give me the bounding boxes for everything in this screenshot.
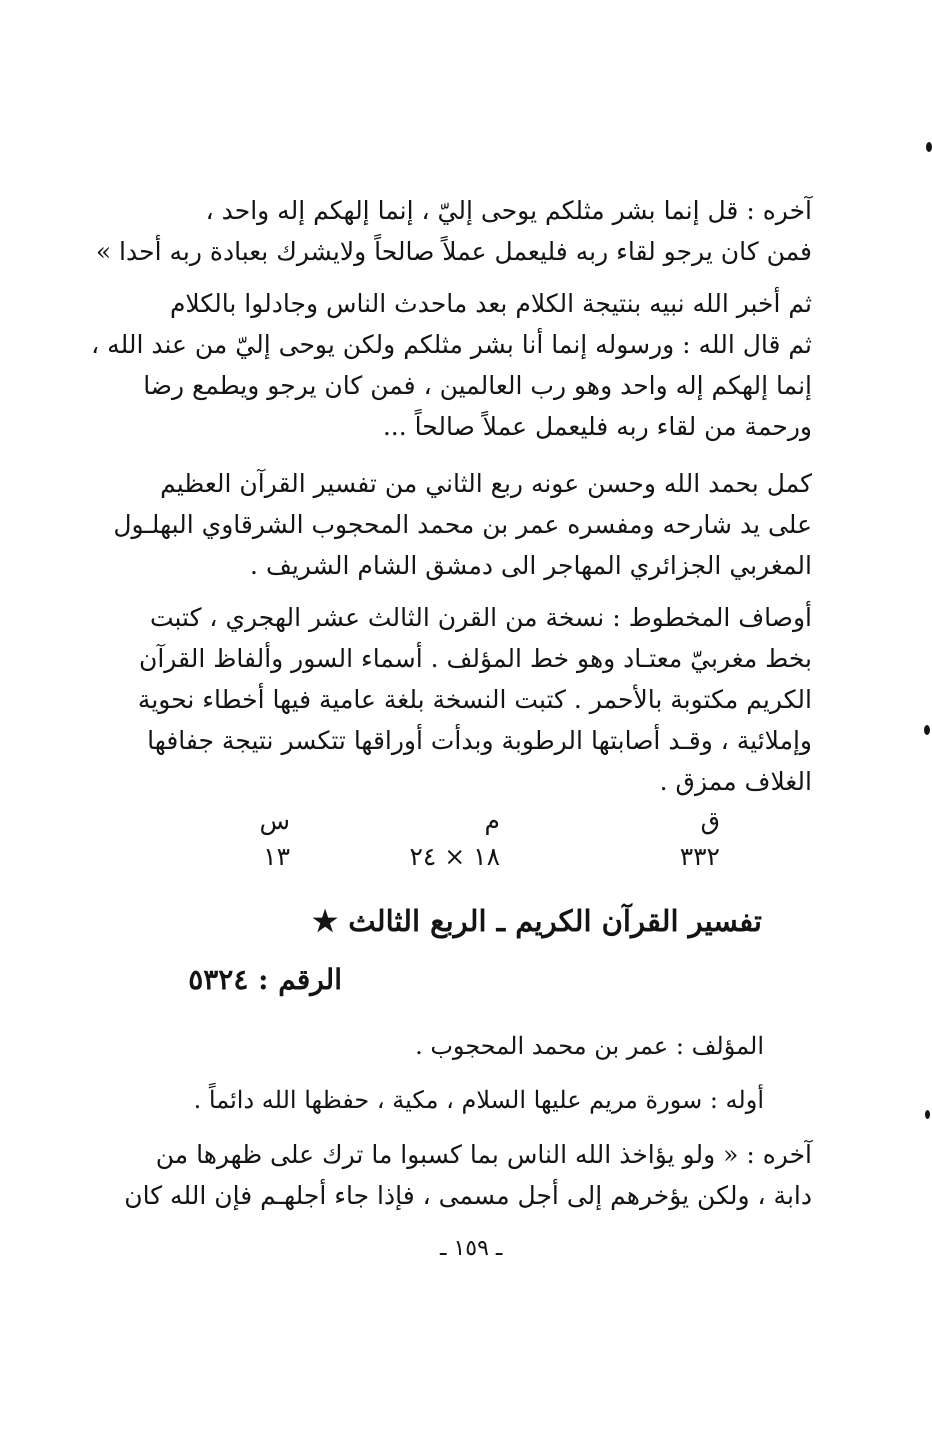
- text-line: ثم أخبر الله نبيه بنتيجة الكلام بعد ماحدث الناس وجادلوا بالكلام: [169, 289, 812, 318]
- margin-mark: [926, 142, 932, 152]
- dimensions-header-leaves: ق: [700, 806, 720, 835]
- dimensions-header-lines: س: [259, 806, 290, 835]
- text-line: بخط مغربيّ معتـاد وهو خط المؤلف . أسماء السور وألفاظ القرآن: [138, 644, 812, 673]
- paragraph-colophon: [113, 463, 812, 586]
- entry-explicit: [124, 1134, 812, 1216]
- paragraph-explicit-previous: [95, 190, 812, 272]
- page-number: ـ ١٥٩ ـ: [440, 1236, 503, 1261]
- entry-incipit: [193, 1080, 764, 1121]
- text-line: فمن كان يرجو لقاء ربه فليعمل عملاً صالحاً ولايشرك بعبادة ربه أحدا »: [95, 237, 812, 266]
- text-line: الكريم مكتوبة بالأحمر . كتبت النسخة بلغة عامية فيها أخطاء نحوية: [137, 685, 812, 714]
- paragraph-manuscript-description: [137, 597, 812, 802]
- entry-title: تفسير القرآن الكريم ـ الربع الثالث ★: [312, 904, 762, 938]
- dimensions-value-lines: ١٣: [263, 842, 290, 871]
- text-line: دابة ، ولكن يؤخرهم إلى أجل مسمى ، فإذا جاء أجلهـم فإن الله كان: [124, 1181, 812, 1210]
- dimensions-header-size: م: [484, 806, 500, 835]
- text-line: على يد شارحه ومفسره عمر بن محمد المحجوب الشرقاوي البهلـول: [113, 510, 812, 539]
- text-line: أوله : سورة مريم عليها السلام ، مكية ، حفظها الله دائماً .: [193, 1086, 764, 1114]
- entry-number: الرقم : ٥٣٢٤: [188, 963, 342, 996]
- text-line: آخره : قل إنما بشر مثلكم يوحى إليّ ، إنما إلهكم إله واحد ،: [205, 196, 812, 225]
- text-line: المغربي الجزائري المهاجر الى دمشق الشام الشريف .: [250, 551, 812, 580]
- text-line: ثم قال الله : ورسوله إنما أنا بشر مثلكم ولكن يوحى إليّ من عند الله ،: [91, 330, 812, 359]
- dimensions-header-row: [240, 806, 740, 842]
- text-line: أوصاف المخطوط : نسخة من القرن الثالث عشر الهجري ، كتبت: [149, 603, 812, 632]
- margin-mark: [925, 1110, 930, 1119]
- text-line: كمل بحمد الله وحسن عونه ربع الثاني من تفسير القرآن العظيم: [160, 469, 812, 498]
- dimensions-value-leaves: ٣٣٢: [679, 842, 720, 871]
- margin-mark: [924, 725, 930, 735]
- dimensions-values-row: [240, 842, 740, 878]
- dimensions-value-size: ١٨ × ٢٤: [409, 842, 500, 871]
- entry-author: [264, 1026, 764, 1067]
- text-line: آخره : « ولو يؤاخذ الله الناس بما كسبوا ما ترك على ظهرها من: [155, 1140, 812, 1169]
- text-line: وإملائية ، وقـد أصابتها الرطوبة وبدأت أوراقها تتكسر نتيجة جفافها: [147, 726, 812, 755]
- text-line: ورحمة من لقاء ربه فليعمل عملاً صالحاً ...: [382, 412, 812, 441]
- text-line: المؤلف : عمر بن محمد المحجوب .: [415, 1032, 764, 1060]
- text-line: الغلاف ممزق .: [659, 767, 812, 796]
- paragraph-commentary: [91, 283, 812, 447]
- text-line: إنما إلهكم إله واحد وهو رب العالمين ، فمن كان يرجو ويطمع رضا: [143, 371, 812, 400]
